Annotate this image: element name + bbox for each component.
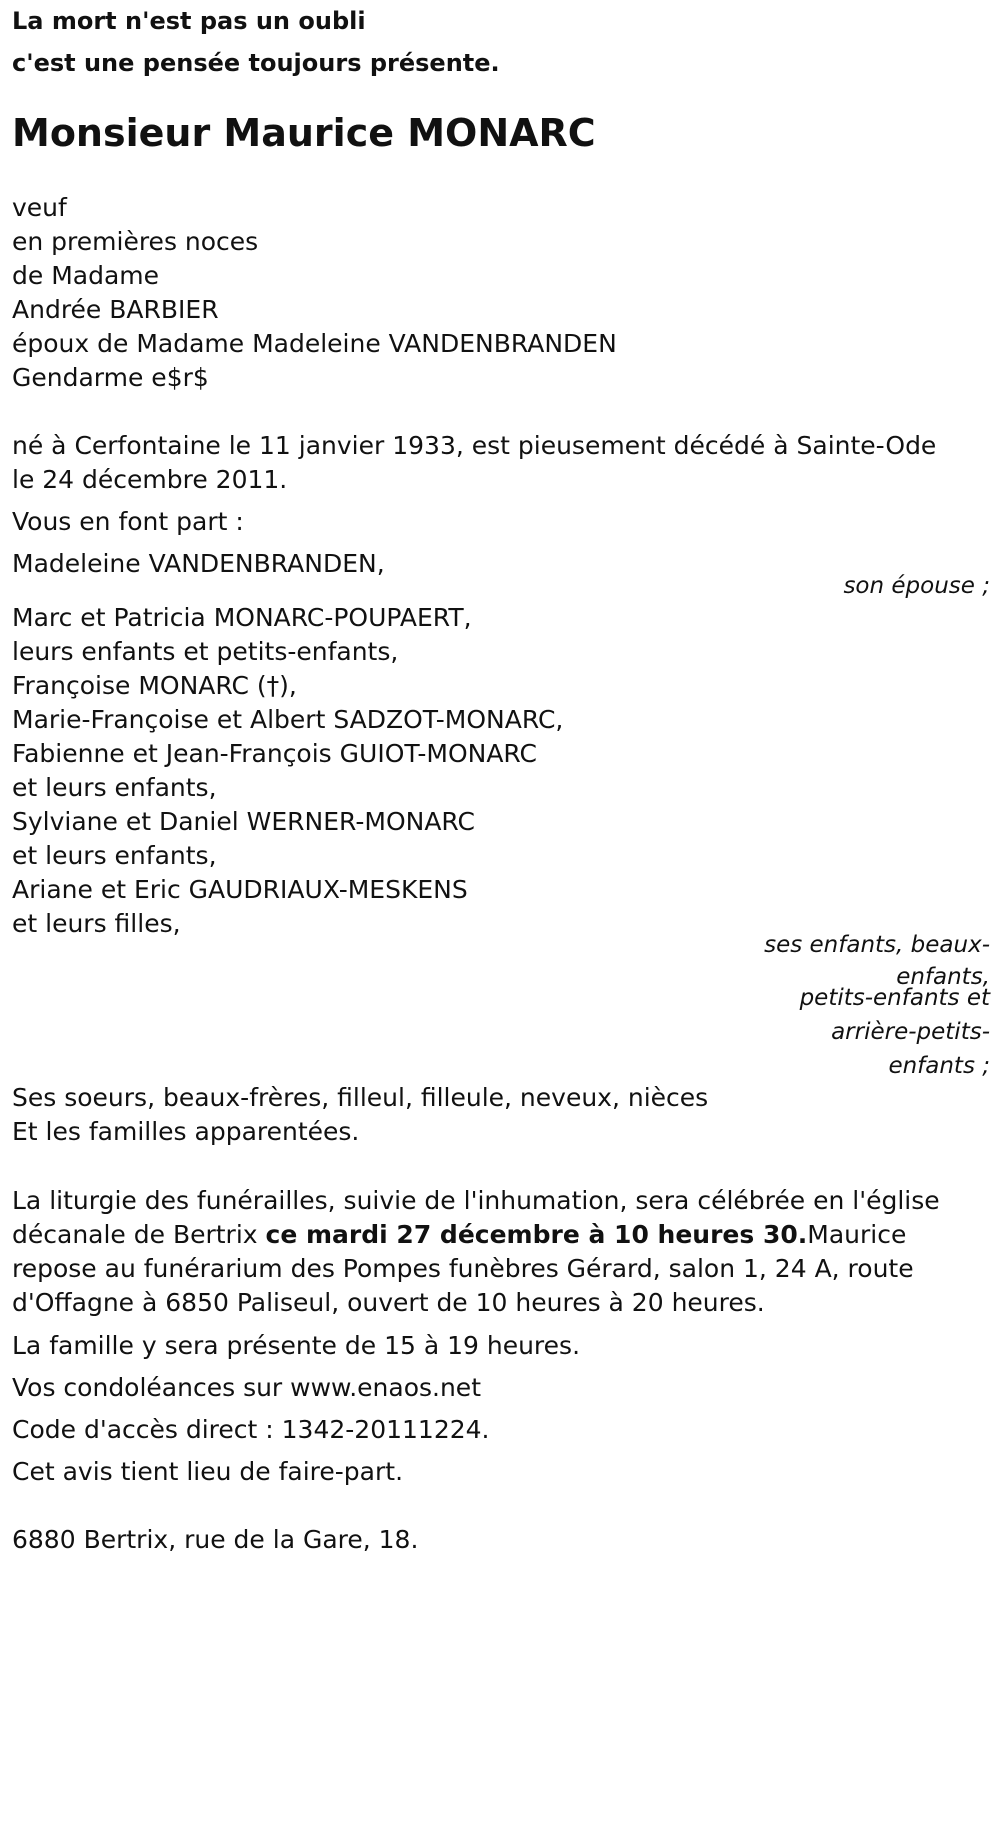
deceased-name-title: Monsieur Maurice MONARC bbox=[12, 111, 596, 155]
identity-line: veuf bbox=[12, 193, 67, 222]
family-line: Ses soeurs, beaux-frères, filleul, filleule, neveux, nièces bbox=[12, 1083, 709, 1112]
children-role-line: petits-enfants et bbox=[799, 985, 990, 1011]
access-code: Code d'accès direct : 1342-20111224. bbox=[12, 1415, 490, 1444]
identity-line: de Madame bbox=[12, 261, 160, 290]
children-line: et leurs enfants, bbox=[12, 773, 217, 802]
children-line: leurs enfants et petits-enfants, bbox=[12, 637, 399, 666]
header-quote-line-2: c'est une pensée toujours présente. bbox=[12, 49, 500, 77]
announcement-intro: Vous en font part : bbox=[12, 507, 244, 536]
children-role-line: arrière-petits- bbox=[831, 1019, 990, 1045]
children-role-line: enfants ; bbox=[888, 1053, 990, 1079]
identity-line: époux de Madame Madeleine VANDENBRANDEN bbox=[12, 329, 617, 358]
funeral-line-3: repose au funérarium des Pompes funèbres Gérard, salon 1, 24 A, route bbox=[12, 1254, 914, 1283]
funeral-line-4: d'Offagne à 6850 Paliseul, ouvert de 10 heures à 20 heures. bbox=[12, 1288, 765, 1317]
children-line: et leurs enfants, bbox=[12, 841, 217, 870]
children-line: Sylviane et Daniel WERNER-MONARC bbox=[12, 807, 476, 836]
address-text: 6880 Bertrix, rue de la Gare, 18. bbox=[12, 1525, 419, 1554]
birth-death-line-2: le 24 décembre 2011. bbox=[12, 465, 288, 494]
children-line: Françoise MONARC (†), bbox=[12, 671, 297, 700]
children-role-line: enfants, bbox=[896, 964, 990, 990]
obituary-document bbox=[12, 0, 990, 1843]
children-line: et leurs filles, bbox=[12, 909, 181, 938]
family-line: Et les familles apparentées. bbox=[12, 1117, 360, 1146]
identity-line: Andrée BARBIER bbox=[12, 295, 219, 324]
funeral-date-time: ce mardi 27 décembre à 10 heures 30. bbox=[265, 1220, 808, 1249]
children-line: Fabienne et Jean-François GUIOT-MONARC bbox=[12, 739, 537, 768]
funeral-line-2-prefix: décanale de Bertrix bbox=[12, 1220, 266, 1249]
family-presence: La famille y sera présente de 15 à 19 heures. bbox=[12, 1331, 581, 1360]
spouse-name: Madeleine VANDENBRANDEN, bbox=[12, 549, 385, 578]
notice-text: Cet avis tient lieu de faire-part. bbox=[12, 1457, 404, 1486]
children-role-line: ses enfants, beaux- bbox=[764, 932, 990, 958]
condolences-link-text: Vos condoléances sur www.enaos.net bbox=[12, 1373, 481, 1402]
children-line: Marc et Patricia MONARC-POUPAERT, bbox=[12, 603, 472, 632]
funeral-line-2-suffix: Maurice bbox=[807, 1220, 907, 1249]
funeral-line-2 bbox=[12, 1220, 906, 1250]
identity-line: en premières noces bbox=[12, 227, 259, 256]
children-line: Ariane et Eric GAUDRIAUX-MESKENS bbox=[12, 875, 468, 904]
spouse-role: son épouse ; bbox=[843, 573, 990, 599]
funeral-line-1: La liturgie des funérailles, suivie de l'inhumation, sera célébrée en l'église bbox=[12, 1186, 940, 1215]
birth-death-line-1: né à Cerfontaine le 11 janvier 1933, est pieusement décédé à Sainte-Ode bbox=[12, 431, 937, 460]
header-quote-line-1: La mort n'est pas un oubli bbox=[12, 7, 366, 35]
identity-line: Gendarme e$r$ bbox=[12, 363, 209, 392]
children-line: Marie-Françoise et Albert SADZOT-MONARC, bbox=[12, 705, 564, 734]
